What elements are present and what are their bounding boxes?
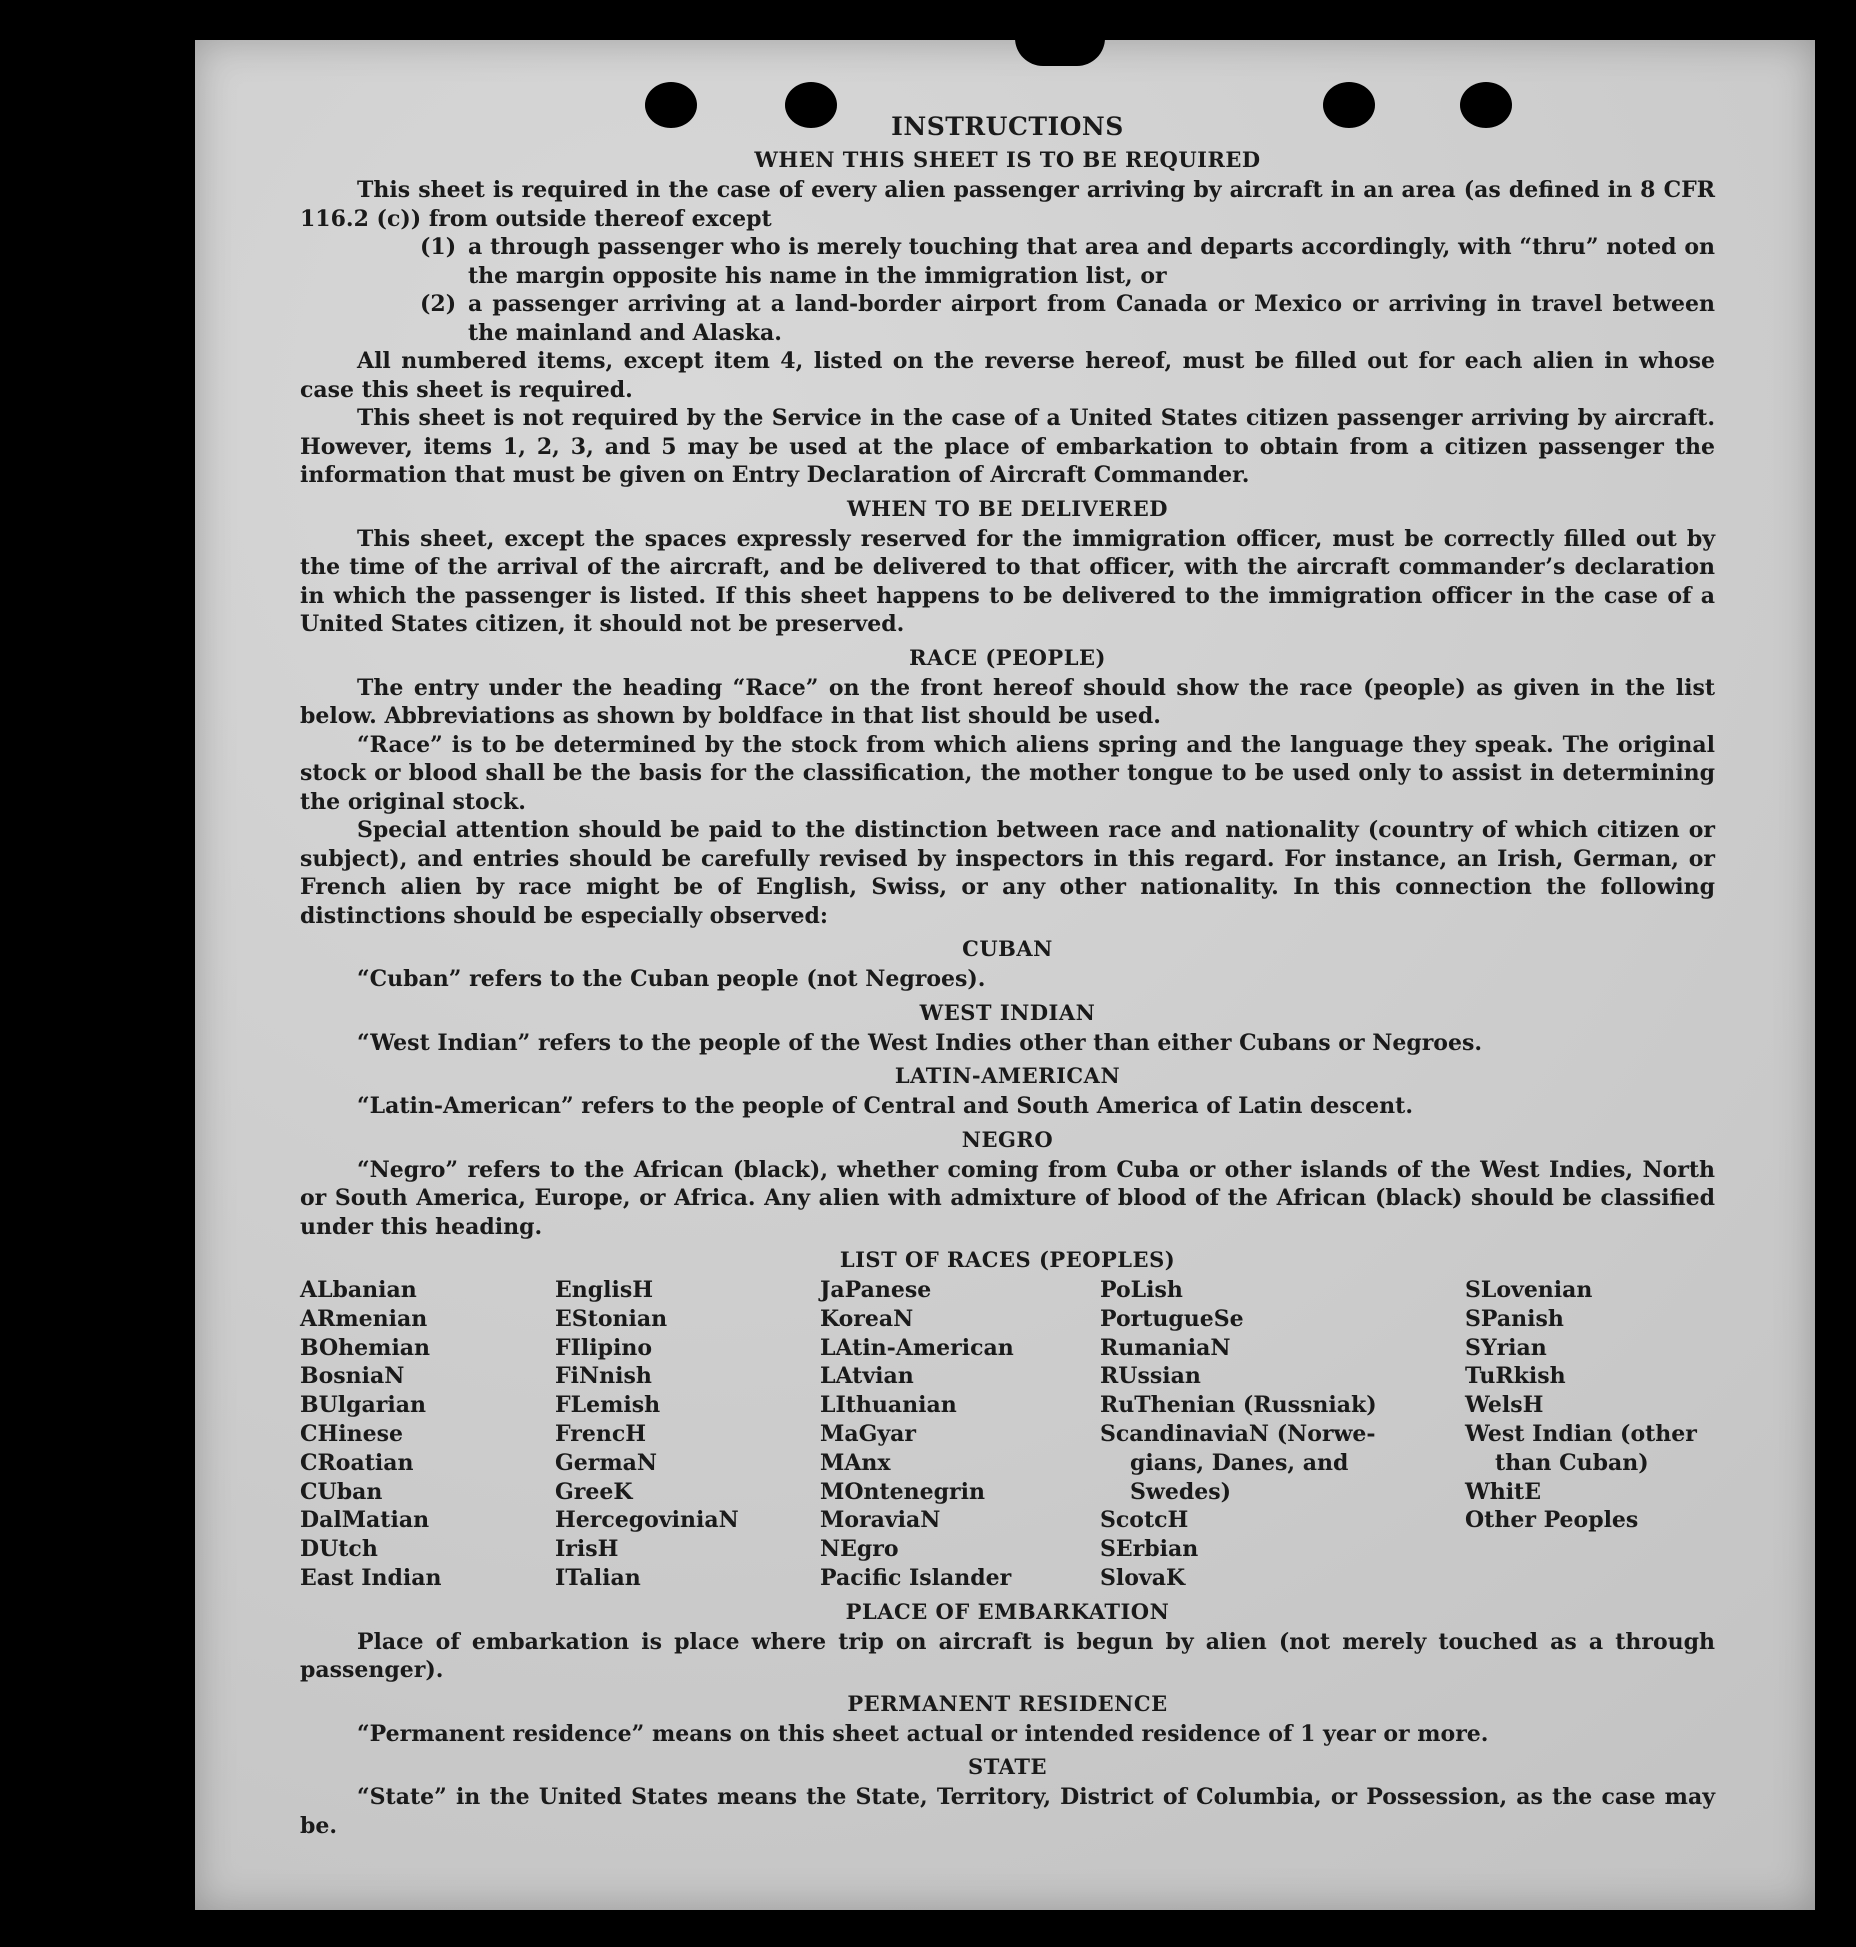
race-entry: EnglisH <box>555 1277 654 1303</box>
race-entry: ALbanian <box>300 1277 417 1303</box>
race-entry: ITalian <box>555 1564 641 1591</box>
race-entry: MAnx <box>820 1449 891 1476</box>
paragraph: This sheet, except the spaces expressly reserved for the immigration officer, must be correctly filled out by the time of the arrival of the aircraft, and be delivered to that officer, with the aircraft commander’s declaration in which the passenger is listed. If this sheet happens to be delivered to the immigration officer in the case of a United States citizen, it should not be preserved. <box>300 525 1715 637</box>
instructions-content <box>300 112 1715 1840</box>
section-heading: CUBAN <box>962 936 1053 961</box>
document-sheet <box>195 40 1815 1910</box>
race-entry: RumaniaN <box>1100 1334 1231 1361</box>
race-entry: ScandinaviaN (Norwe- <box>1100 1420 1376 1447</box>
race-entry: HercegoviniaN <box>555 1507 739 1534</box>
paragraph: “Cuban” refers to the Cuban people (not Negroes). <box>357 966 986 992</box>
race-entry: LAtvian <box>820 1363 914 1390</box>
race-entry: RUssian <box>1100 1363 1201 1390</box>
list-item <box>420 290 1715 347</box>
race-entry: FrencH <box>555 1420 646 1447</box>
race-entry: FIlipino <box>555 1334 653 1361</box>
race-entry: DUtch <box>300 1536 378 1563</box>
race-entry: CHinese <box>300 1420 404 1447</box>
paragraph: “Latin-American” refers to the people of Central and South America of Latin descent. <box>357 1093 1413 1119</box>
section-heading: STATE <box>968 1754 1047 1780</box>
race-entry: JaPanese <box>820 1277 932 1303</box>
paragraph: The entry under the heading “Race” on the front hereof should show the race (people) as given in the list below. Abbreviations as shown by boldface in that list should be used. <box>300 674 1715 729</box>
race-entry: ScotcH <box>1100 1507 1189 1534</box>
race-entry: gians, Danes, and <box>1130 1449 1349 1476</box>
race-column <box>820 1276 1100 1593</box>
race-entry: BOhemian <box>300 1334 431 1361</box>
item-text: a through passenger who is merely touching that area and departs accordingly, with “thru” noted on the margin opposite his name in the immigration list, or <box>468 234 1715 289</box>
race-list <box>300 1276 1715 1593</box>
section-heading: WHEN THIS SHEET IS TO BE REQUIRED <box>754 147 1261 172</box>
race-entry: NEgro <box>820 1536 899 1563</box>
item-text: a passenger arriving at a land-border airport from Canada or Mexico or arriving in travel between the mainland and Alaska. <box>468 291 1715 346</box>
race-entry: LIthuanian <box>820 1392 957 1419</box>
race-entry: MOntenegrin <box>820 1478 985 1505</box>
paragraph: “Race” is to be determined by the stock from which aliens spring and the language they speak. The original stock or blood shall be the basis for the classification, the mother tongue to be used only to assist in determining the original stock. <box>300 731 1715 815</box>
race-entry: ARmenian <box>300 1305 428 1332</box>
race-entry: MaGyar <box>820 1420 917 1447</box>
item-number: (2) <box>420 291 457 317</box>
section-heading: RACE (PEOPLE) <box>909 644 1106 670</box>
race-entry: SLovenian <box>1465 1277 1593 1303</box>
paragraph: Place of embarkation is place where trip on aircraft is begun by alien (not merely touched as a through passenger). <box>300 1628 1715 1684</box>
section-heading: NEGRO <box>961 1126 1054 1152</box>
race-column <box>555 1276 820 1593</box>
section-heading: LATIN-AMERICAN <box>894 1063 1121 1088</box>
race-column <box>1465 1276 1715 1593</box>
race-entry: CUban <box>300 1478 383 1505</box>
race-entry: CRoatian <box>300 1449 414 1476</box>
item-number: (1) <box>420 234 457 260</box>
paragraph: Special attention should be paid to the distinction between race and nationality (country of which citizen or subject), and entries should be carefully revised by inspectors in this regard. For instance, an Irish, German, or French alien by race might be of English, Swiss, or any other nationality. In this connection the following distinctions should be especially observed: <box>300 817 1715 929</box>
race-entry: Pacific Islander <box>820 1564 1012 1591</box>
list-item <box>420 233 1715 290</box>
race-entry: SErbian <box>1100 1536 1199 1563</box>
race-entry: Swedes) <box>1130 1478 1231 1505</box>
section-heading: WEST INDIAN <box>919 999 1096 1025</box>
section-heading: WHEN TO BE DELIVERED <box>846 495 1168 521</box>
section-heading: PLACE OF EMBARKATION <box>845 1598 1170 1624</box>
section-heading: LIST OF RACES (PEOPLES) <box>839 1247 1176 1272</box>
race-entry: than Cuban) <box>1495 1449 1649 1476</box>
paragraph: “Negro” refers to the African (black), whether coming from Cuba or other islands of the West Indies, North or South America, Europe, or Africa. Any alien with admixture of blood of the African (black) should be classified under this heading. <box>300 1156 1715 1240</box>
paragraph: This sheet is required in the case of every alien passenger arriving by aircraft in an area (as defined in 8 CFR 116.2 (c)) from outside thereof except <box>300 177 1715 232</box>
race-entry: DalMatian <box>300 1507 430 1534</box>
section-heading: PERMANENT RESIDENCE <box>847 1690 1168 1716</box>
race-entry: GermaN <box>555 1449 658 1476</box>
paragraph: All numbered items, except item 4, listed on the reverse hereof, must be filled out for each alien in whose case this sheet is required. <box>300 348 1715 403</box>
race-entry: IrisH <box>555 1536 619 1563</box>
race-entry: BUlgarian <box>300 1392 426 1419</box>
race-entry: RuThenian (Russniak) <box>1100 1392 1377 1419</box>
paragraph: “Permanent residence” means on this sheet actual or intended residence of 1 year or more. <box>357 1720 1489 1747</box>
race-entry: WhitE <box>1465 1478 1541 1505</box>
race-column <box>300 1276 555 1593</box>
race-entry: EStonian <box>555 1305 668 1332</box>
race-entry: East Indian <box>300 1564 442 1591</box>
race-entry: SlovaK <box>1100 1564 1186 1591</box>
race-entry: WelsH <box>1465 1392 1544 1419</box>
race-entry: FLemish <box>555 1392 661 1419</box>
race-column <box>1100 1276 1465 1593</box>
race-entry: West Indian (other <box>1465 1420 1697 1447</box>
race-entry: SYrian <box>1465 1334 1547 1361</box>
top-notch <box>1015 38 1105 66</box>
race-entry: BosniaN <box>300 1363 405 1390</box>
race-entry: TuRkish <box>1465 1363 1566 1390</box>
race-entry: PortugueSe <box>1100 1305 1244 1332</box>
race-entry: GreeK <box>555 1478 633 1505</box>
paragraph: This sheet is not required by the Service in the case of a United States citizen passenger arriving by aircraft. However, items 1, 2, 3, and 5 may be used at the place of embarkation to obtain from a citizen passenger the information that must be given on Entry Declaration of Aircraft Commander. <box>300 405 1715 488</box>
paragraph: “West Indian” refers to the people of the West Indies other than either Cubans or Negroes. <box>357 1029 1483 1056</box>
race-entry: FiNnish <box>555 1363 652 1390</box>
race-entry: MoraviaN <box>820 1507 941 1534</box>
race-entry: SPanish <box>1465 1305 1564 1332</box>
race-entry: KoreaN <box>820 1305 914 1332</box>
page-title: INSTRUCTIONS <box>891 112 1124 141</box>
race-entry: Other Peoples <box>1465 1507 1639 1534</box>
race-entry: PoLish <box>1100 1277 1183 1303</box>
race-entry: LAtin-American <box>820 1334 1014 1361</box>
paragraph: “State” in the United States means the State, Territory, District of Columbia, or Possession, as the case may be. <box>300 1784 1715 1839</box>
